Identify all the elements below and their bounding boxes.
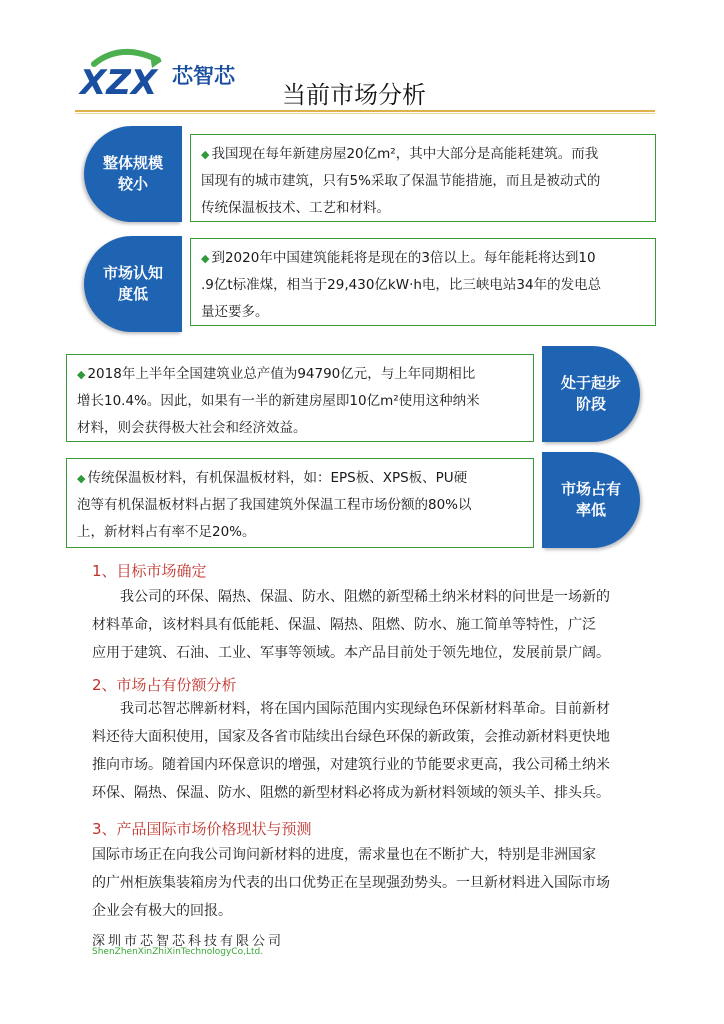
box-line: 传统保温板材料，有机保温板材料，如：EPS板、XPS板、PU硬 <box>87 470 468 486</box>
para-line: 的广州柜族集装箱房为代表的出口优势正在呈现强劲势头。一旦新材料进入国际市场 <box>92 875 610 891</box>
section-title: 3、产品国际市场价格现状与预测 <box>92 820 312 838</box>
footer-company-cn: 深圳市芯智芯科技有限公司 <box>92 934 285 949</box>
info-box-awareness <box>190 238 656 326</box>
tab-scale-small <box>84 126 182 222</box>
box-line: 我国现在每年新建房屋20亿m²，其中大部分是高能耗建筑。而我 <box>211 146 599 162</box>
section-paragraph <box>92 583 652 667</box>
box-line: 上，新材料占有率不足20%。 <box>77 524 256 540</box>
tab-line: 较小 <box>117 175 148 193</box>
info-box-scale <box>190 134 656 222</box>
tab-line: 处于起步 <box>560 374 621 392</box>
info-box-starting <box>66 354 534 442</box>
footer-company-en: ShenZhenXinZhiXinTechnologyCo,Ltd. <box>92 947 264 957</box>
logo-letters: XZX <box>80 63 158 103</box>
para-line: 环保、隔热、保温、防水、阻燃的新型材料必将成为新材料领域的领头羊、排头兵。 <box>92 785 610 801</box>
bullet-diamond-icon: ◆ <box>201 252 210 265</box>
bullet-diamond-icon: ◆ <box>77 368 86 381</box>
para-line: 料还待大面积使用，国家及各省市陆续出台绿色环保的新政策，会推动新材料更快地 <box>92 729 610 745</box>
header-divider-thin <box>75 113 655 114</box>
bullet-diamond-icon: ◆ <box>77 472 86 485</box>
section-paragraph <box>92 841 652 925</box>
section-paragraph <box>92 695 652 807</box>
box-line: 量还要多。 <box>201 304 269 320</box>
para-line: 我司芯智芯牌新材料，将在国内国际范围内实现绿色环保新材料革命。目前新材 <box>92 701 610 717</box>
tab-starting-stage <box>542 346 640 442</box>
bullet-diamond-icon: ◆ <box>201 148 210 161</box>
page-title: 当前市场分析 <box>282 81 426 109</box>
box-line: 材料，则会获得极大社会和经济效益。 <box>77 420 307 436</box>
para-line: 材料革命，该材料具有低能耗、保温、隔热、阻燃、防水、施工简单等特性，广泛 <box>92 617 596 633</box>
para-line: 应用于建筑、石油、工业、军事等领域。本产品目前处于领先地位，发展前景广阔。 <box>92 645 610 661</box>
para-line: 我公司的环保、隔热、保温、防水、阻燃的新型稀土纳米材料的问世是一场新的 <box>92 589 610 605</box>
brand-name: 芯智芯 <box>172 64 235 88</box>
para-line: 企业会有极大的回报。 <box>92 903 232 919</box>
tab-line: 度低 <box>117 285 148 303</box>
para-line: 推向市场。随着国内环保意识的增强，对建筑行业的节能要求更高，我公司稀土纳米 <box>92 757 610 773</box>
tab-line: 阶段 <box>575 395 606 413</box>
company-logo <box>76 44 256 106</box>
box-line: 增长10.4%。因此，如果有一半的新建房屋即10亿m²使用这种纳米 <box>77 393 480 409</box>
box-line: .9亿t标准煤，相当于29,430亿kW·h电，比三峡电站34年的发电总 <box>201 277 602 293</box>
tab-line: 市场占有 <box>560 480 621 498</box>
box-line: 2018年上半年全国建筑业总产值为94790亿元，与上年同期相比 <box>87 366 476 382</box>
box-line: 到2020年中国建筑能耗将是现在的3倍以上。每年能耗将达到10 <box>211 250 596 266</box>
section-title: 1、目标市场确定 <box>92 562 207 580</box>
tab-line: 整体规模 <box>102 154 163 172</box>
tab-share-low <box>542 452 640 548</box>
box-line: 传统保温板技术、工艺和材料。 <box>201 200 390 216</box>
tab-line: 率低 <box>575 501 606 519</box>
xzx-logo-mark-icon <box>76 44 176 106</box>
info-box-share <box>66 458 534 548</box>
header-divider <box>75 110 655 112</box>
box-line: 国现有的城市建筑，只有5%采取了保温节能措施，而且是被动式的 <box>201 173 601 189</box>
tab-line: 市场认知 <box>102 264 163 282</box>
section-title: 2、市场占有份额分析 <box>92 676 237 694</box>
tab-awareness-low <box>84 236 182 332</box>
para-line: 国际市场正在向我公司询问新材料的进度，需求量也在不断扩大，特别是非洲国家 <box>92 847 596 863</box>
box-line: 泡等有机保温板材料占据了我国建筑外保温工程市场份额的80%以 <box>77 497 472 513</box>
